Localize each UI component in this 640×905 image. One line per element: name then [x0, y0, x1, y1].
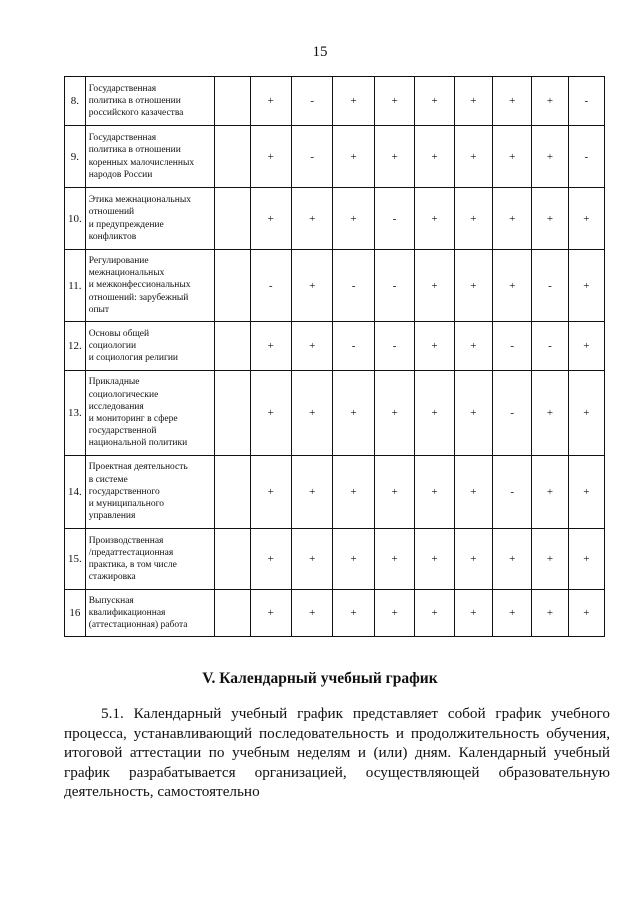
discipline-name — [85, 456, 215, 529]
competence-mark: + — [291, 322, 332, 371]
competence-mark: + — [568, 322, 604, 371]
competence-mark: + — [415, 77, 454, 126]
competence-mark: + — [333, 529, 374, 590]
competence-mark: + — [374, 77, 414, 126]
section-paragraph: 5.1. Календарный учебный график представляет собой график учебного процесса, устанавливающий последовательность и продолжительность обучения, итоговой аттестации по учебным неделям и (или) дням. Календарный учебный график разрабатывается организацией, осуществляющей образовательную деятельность, самостоятельно — [64, 705, 610, 800]
competence-mark: + — [415, 529, 454, 590]
competence-mark: + — [568, 456, 604, 529]
competence-mark: + — [454, 188, 492, 250]
competence-mark: + — [415, 250, 454, 322]
competence-mark: + — [291, 590, 332, 637]
discipline-name-line: политика в отношении — [88, 95, 181, 106]
competence-mark: + — [454, 77, 492, 126]
discipline-name-line: и межконфессиональных — [88, 280, 191, 291]
competence-mark: + — [568, 371, 604, 456]
discipline-name-line: конфликтов — [88, 231, 137, 242]
row-number: 8. — [65, 77, 86, 126]
competence-mark: + — [333, 77, 374, 126]
competence-mark: - — [493, 456, 532, 529]
competence-mark: + — [454, 371, 492, 456]
competence-mark: + — [333, 126, 374, 188]
discipline-name-line: социологии — [88, 340, 137, 351]
row-number: 12. — [65, 322, 86, 371]
discipline-name-line: /предаттестационная — [88, 547, 174, 558]
competence-mark: + — [532, 188, 568, 250]
competence-mark: + — [415, 371, 454, 456]
competence-mark: + — [454, 590, 492, 637]
competence-mark: + — [333, 188, 374, 250]
competence-mark: - — [333, 322, 374, 371]
discipline-name-line: Основы общей — [88, 328, 150, 339]
disciplines-competence-table — [64, 76, 605, 637]
competence-mark: + — [532, 456, 568, 529]
competence-mark: - — [291, 126, 332, 188]
row-number: 16 — [65, 590, 86, 637]
competence-mark: + — [532, 77, 568, 126]
discipline-name-line: Производственная — [88, 535, 164, 546]
competence-mark: + — [454, 250, 492, 322]
competence-mark: - — [493, 322, 532, 371]
competence-mark: + — [454, 456, 492, 529]
competence-mark: + — [374, 590, 414, 637]
discipline-name — [85, 322, 215, 371]
discipline-name-line: исследования — [88, 401, 144, 412]
discipline-name — [85, 590, 215, 637]
discipline-name-line: межнациональных — [88, 268, 165, 279]
table-row — [65, 322, 605, 371]
competence-mark: - — [250, 250, 291, 322]
empty-cell — [215, 250, 250, 322]
competence-mark: - — [374, 188, 414, 250]
competence-mark: + — [493, 126, 532, 188]
competence-mark: + — [291, 371, 332, 456]
competence-mark: + — [250, 126, 291, 188]
discipline-name-line: квалификационная — [88, 607, 166, 618]
competence-mark: - — [333, 250, 374, 322]
empty-cell — [215, 77, 250, 126]
competence-mark: + — [374, 371, 414, 456]
table-row — [65, 371, 605, 456]
discipline-name-line: и муниципального — [88, 499, 164, 510]
discipline-name-line: национальной политики — [88, 438, 188, 449]
discipline-name-line: государственной — [88, 426, 157, 437]
competence-mark: + — [493, 188, 532, 250]
competence-mark: - — [374, 322, 414, 371]
table-row — [65, 188, 605, 250]
competence-mark: + — [454, 322, 492, 371]
discipline-name-line: Прикладные — [88, 377, 140, 388]
competence-mark: + — [291, 456, 332, 529]
table-row — [65, 590, 605, 637]
competence-mark: - — [532, 250, 568, 322]
discipline-name — [85, 188, 215, 250]
competence-mark: + — [291, 188, 332, 250]
competence-mark: - — [493, 371, 532, 456]
discipline-name — [85, 77, 215, 126]
competence-mark: + — [250, 590, 291, 637]
competence-mark: + — [415, 456, 454, 529]
discipline-name-line: и мониторинг в сфере — [88, 414, 178, 424]
competence-mark: + — [493, 77, 532, 126]
competence-mark: + — [250, 529, 291, 590]
empty-cell — [215, 371, 250, 456]
empty-cell — [215, 126, 250, 188]
competence-mark: + — [493, 590, 532, 637]
competence-mark: + — [250, 77, 291, 126]
competence-mark: + — [250, 322, 291, 371]
competence-mark: + — [568, 590, 604, 637]
discipline-name-line: и социология религии — [88, 353, 179, 364]
competence-mark: + — [532, 371, 568, 456]
discipline-name-line: в системе — [88, 474, 128, 485]
row-number: 9. — [65, 126, 86, 188]
discipline-name-line: государственного — [88, 486, 160, 497]
competence-mark: + — [568, 250, 604, 322]
row-number: 10. — [65, 188, 86, 250]
discipline-name-line: Этика межнациональных — [88, 195, 191, 206]
competence-mark: + — [415, 126, 454, 188]
competence-mark: + — [415, 590, 454, 637]
table-row — [65, 126, 605, 188]
discipline-name-line: коренных малочисленных — [88, 157, 195, 168]
competence-mark: + — [333, 590, 374, 637]
competence-mark: + — [454, 126, 492, 188]
discipline-name-line: политика в отношении — [88, 145, 181, 156]
discipline-name-line: Государственная — [88, 133, 157, 144]
competence-mark: + — [532, 529, 568, 590]
discipline-name-line: стажировка — [88, 572, 136, 583]
competence-mark: - — [374, 250, 414, 322]
discipline-name — [85, 529, 215, 590]
empty-cell — [215, 188, 250, 250]
row-number: 13. — [65, 371, 86, 456]
discipline-name-line: отношений — [88, 207, 135, 218]
competence-mark: + — [568, 529, 604, 590]
discipline-name-line: Проектная деятельность — [88, 462, 188, 473]
empty-cell — [215, 590, 250, 637]
competence-mark: + — [333, 456, 374, 529]
discipline-name — [85, 250, 215, 322]
table-row — [65, 456, 605, 529]
competence-mark: - — [568, 126, 604, 188]
discipline-name-line: и предупреждение — [88, 219, 164, 230]
competence-mark: + — [291, 250, 332, 322]
competence-mark: + — [374, 529, 414, 590]
competence-mark: + — [532, 590, 568, 637]
table-row — [65, 77, 605, 126]
discipline-name-line: социологические — [88, 389, 159, 400]
row-number: 11. — [65, 250, 86, 322]
discipline-name-line: опыт — [88, 304, 110, 315]
discipline-name-line: Государственная — [88, 83, 157, 94]
competence-mark: + — [493, 250, 532, 322]
empty-cell — [215, 322, 250, 371]
competence-mark: - — [291, 77, 332, 126]
row-number: 15. — [65, 529, 86, 590]
competence-mark: + — [333, 371, 374, 456]
discipline-name-line: Выпускная — [88, 595, 134, 606]
competence-mark: + — [291, 529, 332, 590]
page-number: 15 — [312, 44, 328, 60]
competence-mark: + — [250, 456, 291, 529]
competence-mark: - — [532, 322, 568, 371]
table-row — [65, 529, 605, 590]
discipline-name — [85, 371, 215, 456]
competence-mark: + — [454, 529, 492, 590]
competence-mark: + — [250, 371, 291, 456]
discipline-name-line: российского казачества — [88, 108, 184, 119]
competence-mark: + — [415, 322, 454, 371]
competence-mark: + — [493, 529, 532, 590]
discipline-name-line: (аттестационная) работа — [88, 620, 188, 631]
discipline-name-line: Регулирование — [88, 255, 149, 266]
section-heading: V. Календарный учебный график — [202, 670, 438, 687]
discipline-name-line: управления — [88, 511, 136, 522]
competence-mark: + — [532, 126, 568, 188]
empty-cell — [215, 529, 250, 590]
row-number: 14. — [65, 456, 86, 529]
competence-mark: - — [568, 77, 604, 126]
competence-mark: + — [250, 188, 291, 250]
discipline-name-line: практика, в том числе — [88, 560, 177, 570]
discipline-name — [85, 126, 215, 188]
competence-mark: + — [568, 188, 604, 250]
competence-mark: + — [374, 126, 414, 188]
table-row — [65, 250, 605, 322]
competence-mark: + — [415, 188, 454, 250]
discipline-name-line: народов России — [88, 169, 153, 180]
competence-mark: + — [374, 456, 414, 529]
discipline-name-line: отношений: зарубежный — [88, 292, 189, 303]
empty-cell — [215, 456, 250, 529]
